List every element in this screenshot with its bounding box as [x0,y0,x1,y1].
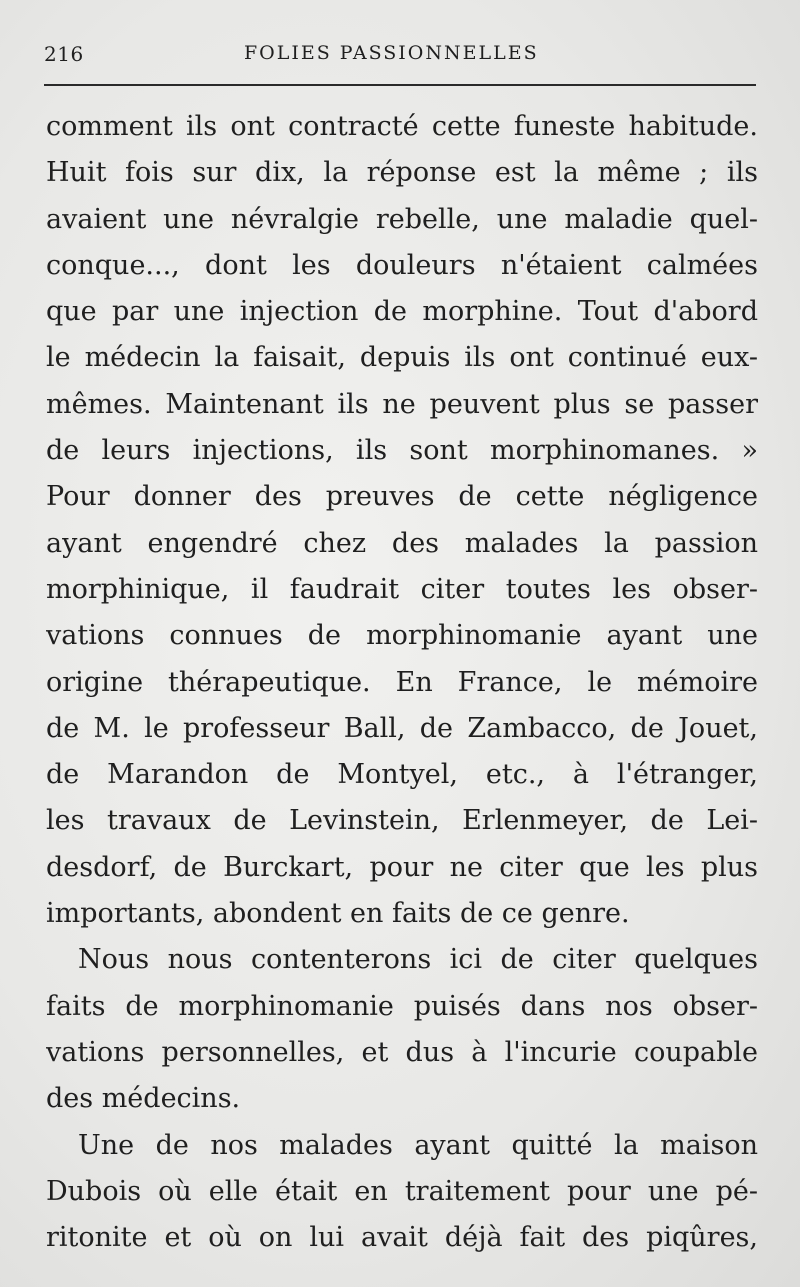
text-line: mêmes. Maintenant ils ne peuvent plus se passer [46,388,758,420]
text-line: que par une injection de morphine. Tout d'abord [46,296,758,328]
text-line: ritonite et où on lui avait déjà fait des piqûres, [46,1222,758,1254]
text-line: le médecin la faisait, depuis ils ont continué eux- [46,342,758,374]
text-line: origine thérapeutique. En France, le mémoire [46,666,758,698]
text-line: faits de morphinomanie puisés dans nos obser- [46,990,758,1022]
text-line: de leurs injections, ils sont morphinomanes. » [46,435,758,467]
text-line: de Marandon de Montyel, etc., à l'étranger, [46,759,758,791]
text-line: importants, abondent en faits de ce genre. [46,898,630,930]
text-line: Dubois où elle était en traitement pour une pé- [46,1175,758,1207]
text-line: ayant engendré chez des malades la passion [46,527,758,559]
running-head [44,38,756,72]
body-text [46,104,758,1261]
text-line: Pour donner des preuves de cette négligence [46,481,758,513]
text-line: Huit fois sur dix, la réponse est la même ; ils [46,157,758,189]
text-line: Nous nous contenterons ici de citer quelques [78,944,758,976]
text-line: vations connues de morphinomanie ayant une [46,620,758,652]
text-line: morphinique, il faudrait citer toutes les obser- [46,573,758,605]
text-line: des médecins. [46,1083,241,1115]
text-line: comment ils ont contracté cette funeste habitude. [46,111,758,142]
text-line: de M. le professeur Ball, de Zambacco, de Jouet, [46,712,758,744]
text-line: desdorf, de Burckart, pour ne citer que les plus [46,851,758,883]
running-title: FOLIES PASSIONNELLES [244,42,539,64]
page-number: 216 [44,42,84,66]
header-rule [44,84,756,86]
text-line: avaient une névralgie rebelle, une maladie quel- [46,203,758,235]
text-line: Une de nos malades ayant quitté la maison [78,1129,758,1161]
text-line: les travaux de Levinstein, Erlenmeyer, de Lei- [46,805,758,837]
text-line: vations personnelles, et dus à l'incurie coupable [46,1036,758,1068]
text-line: conque..., dont les douleurs n'étaient calmées [46,249,758,281]
